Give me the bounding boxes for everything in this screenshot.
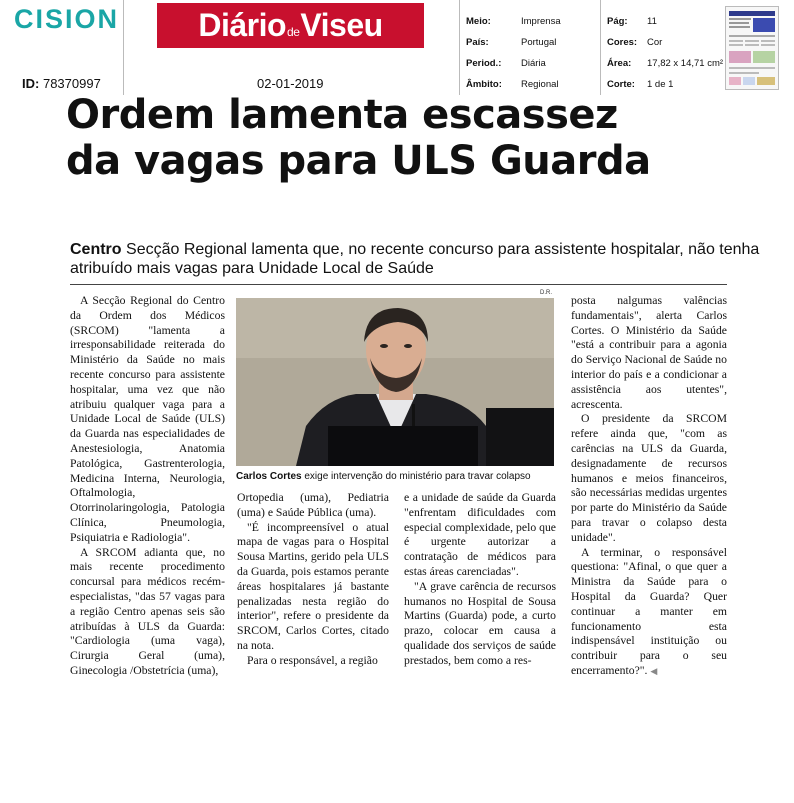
article-photo: [236, 298, 554, 466]
speaker-photo-illustration: [236, 298, 554, 466]
article-column-3: [404, 491, 556, 669]
clipping-id: [22, 76, 101, 91]
page-thumbnail: [725, 6, 779, 90]
meta-row-area: Área: 17,82 x 14,71 cm²: [607, 58, 724, 69]
clipping-date: 02-01-2019: [257, 76, 324, 91]
article-headline: [66, 92, 651, 184]
meta-row-page: Pág: 11: [607, 16, 657, 27]
end-of-article-icon: ◀: [650, 665, 658, 676]
deck-rule: [70, 284, 727, 285]
meta-row-cut: Corte: 1 de 1: [607, 79, 674, 90]
paragraph: O presidente da SRCOM refere ainda que, "com as carências na ULS da Guarda, designadamente de recursos humanos e meios financeiros, são necessárias medidas urgentes por parte do Ministério da Saúde para travar o colapso desta unidade".: [571, 412, 727, 544]
meta-block-right: [607, 16, 722, 96]
header-divider: [123, 0, 124, 95]
deck-keyword: Centro: [70, 241, 122, 258]
article-column-2: [237, 491, 389, 669]
photo-caption: [236, 471, 556, 482]
meta-divider-left: [459, 0, 460, 95]
paragraph: "A grave carência de recursos humanos no Hospital de Sousa Martins (Guarda) pode, a curto prazo, colocar em causa a qualidade dos serviços de saúde prestados, bem como a res-: [404, 579, 556, 667]
masthead-word-1: Diário: [198, 7, 287, 43]
masthead-de: de: [287, 24, 300, 39]
paragraph: "É incompreensível o atual mapa de vagas para o Hospital Sousa Martins, gerido pela ULS da Guarda, pois estamos perante áreas hospitalares já bastante penalizadas nesta região do interior", refere o presidente da SRCOM, Carlos Cortes, citado na nota.: [237, 520, 389, 652]
meta-row-country: País: Portugal: [466, 37, 557, 48]
caption-name: Carlos Cortes: [236, 471, 302, 482]
meta-row-scope: Âmbito: Regional: [466, 79, 559, 90]
paragraph: e a unidade de saúde da Guarda "enfrentam dificuldades com especial complexidade, pelo que é urgente autorizar a contratação de médicos para estas áreas carenciadas".: [404, 491, 556, 578]
deck-text: Secção Regional lamenta que, no recente concurso para assistente hospitalar, não tenha atribuído mais vagas para Unidade Local de Saúde: [70, 241, 760, 277]
headline-line-2: da vagas para ULS Guarda: [66, 138, 651, 184]
meta-row-medium: Meio: Imprensa: [466, 16, 561, 27]
publication-masthead: [157, 3, 424, 48]
meta-block-left: [466, 16, 596, 96]
clipping-id-value: 78370997: [42, 76, 101, 91]
caption-text: exige intervenção do ministério para travar colapso: [304, 471, 531, 482]
cision-logo: CISION: [14, 4, 120, 34]
meta-row-periodicity: Period.: Diária: [466, 58, 546, 69]
page-thumbnail-art: [726, 7, 778, 89]
paragraph: A Secção Regional do Centro da Ordem dos Médicos (SRCOM) "lamenta a irresponsabilidade reiterada do Ministério da Saúde no mais recente concurso para assistente hospitalar, uma vez que não atribuiu qualquer vaga para a Unidade Local de Saúde (ULS) da Guarda nas especialidades de Anestesiologia, Anatomia Patológica, Gastrenterologia, Medicina Interna, Neurologia, Oftalmologia, Otorrinolaringologia, Patologia Clínica, Pneumologia, Psiquiatria e Radiologia".: [70, 294, 225, 544]
article-column-4: [571, 294, 727, 679]
article-column-1: [70, 294, 225, 679]
meta-divider-right: [600, 0, 601, 95]
paragraph: Para o responsável, a região: [247, 653, 378, 667]
photo-credit: D.R.: [540, 290, 552, 296]
clipping-id-label: ID:: [22, 76, 40, 91]
paragraph: A SRCOM adianta que, no mais recente procedimento concursal para médicos recém-especialistas, "das 57 vagas para a região Centro apenas seis são atribuídas à ULS da Guarda: "Cardiologia (uma vaga), Cirurgia Geral (uma), Ginecologia /Obstetrícia (uma),: [70, 545, 225, 677]
article-deck: [70, 240, 760, 278]
masthead-word-2: Viseu: [300, 7, 383, 43]
meta-row-colors: Cores: Cor: [607, 37, 663, 48]
headline-line-1: Ordem lamenta escassez: [66, 92, 618, 138]
paragraph: posta nalgumas valências fundamentais", alerta Carlos Cortes. O Ministério da Saúde "está a contribuir para a agonia do Serviço Nacional de Saúde no interior do país e a condicionar a assistência aos utentes", acrescenta.: [571, 294, 727, 411]
paragraph: A terminar, o responsável questiona: "Afinal, o que quer a Ministra da Saúde para o Hospital da Guarda? Quer continuar a manter em funcionamento esta indispensável instituição ou contribuir para o seu encerramento?". ◀: [571, 545, 727, 677]
paragraph: Ortopedia (uma), Pediatria (uma) e Saúde Pública (uma).: [237, 491, 389, 519]
